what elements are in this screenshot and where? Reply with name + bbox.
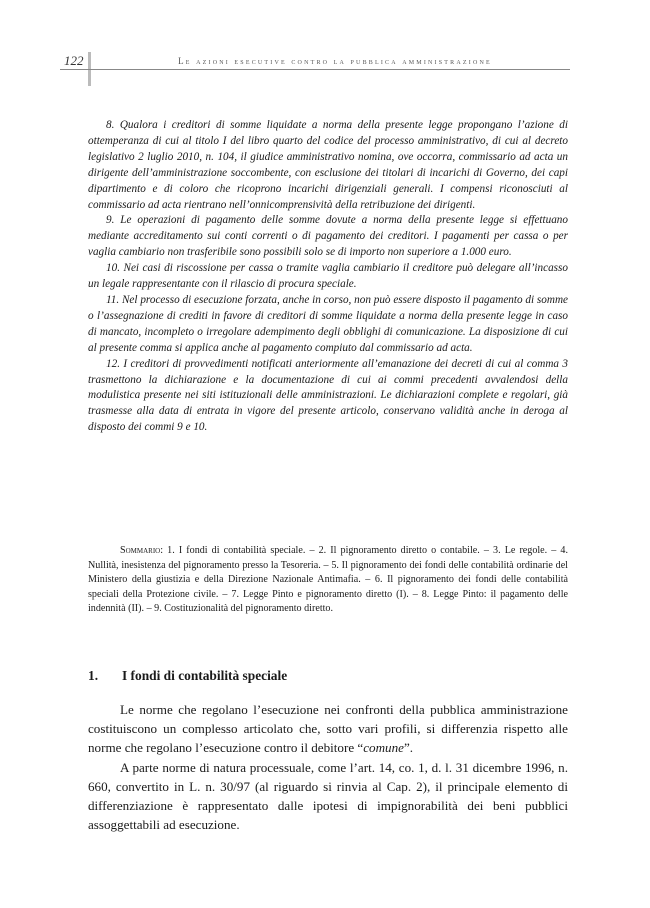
body-text bbox=[88, 700, 568, 834]
body-paragraph-1 bbox=[88, 700, 568, 758]
body-p1-start: Le norme che regolano l’esecuzione nei confronti della pubblica amministrazione costituiscono un complesso articolato che, sotto vari profili, si differenzia rispetto alle norme che regolano l’esecuzione contro il debitore “ bbox=[88, 702, 568, 756]
page-header bbox=[60, 52, 570, 70]
chapter-summary bbox=[88, 544, 568, 617]
body-paragraph-2: A parte norme di natura processuale, come l’art. 14, co. 1, d. l. 31 dicembre 1996, n. 660, convertito in L. n. 30/97 (al riguardo si rinvia al Cap. 2), il principale elemento di differenziazione è rappresentato dalle ipotesi di impignorabilità dei beni pubblici assoggettabili ad esecuzione. bbox=[88, 759, 568, 833]
section-heading bbox=[88, 668, 568, 684]
statute-paragraph-10: 10. Nei casi di riscossione per cassa o tramite vaglia cambiario il creditore può delegare all’incasso un legale rappresentante con il rilascio di procura speciale. bbox=[88, 262, 568, 291]
body-p1-end: ”. bbox=[403, 740, 414, 756]
header-rule bbox=[60, 69, 570, 70]
statute-paragraph-8: 8. Qualora i creditori di somme liquidate a norma della presente legge propongano l’azione di ottemperanza di cui al titolo I del libro quarto del codice del processo amministrativo, di cui al decreto legislativo 2 luglio 2010, n. 104, il giudice amministrativo nomina, ove occorra, commissario ad acta un dirigente dell’amministrazione soccombente, con esclusione dei titolari di incarichi di Governo, dei capi dipartimento e di coloro che ricoprono incarichi dirigenziali generali. I compensi riconosciuti al commissario ad acta rientrano nell’onnicomprensività della retribuzione dei dirigenti. bbox=[88, 119, 568, 211]
body-p1-emphasis: comune bbox=[363, 740, 404, 756]
summary-text: 1. I fondi di contabilità speciale. – 2. Il pignoramento diretto o contabile. – 3. Le regole. – 4. Nullità, inesistenza del pignoramento presso la Tesoreria. – 5. Il pignoramento dei fondi delle contabilità ordinarie del Ministero della giustizia e della Direzione Nazionale Antimafia. – 6. Il pignoramento dei fondi delle contabilità speciali della Protezione civile. – 7. Legge Pinto e pignoramento diretto (I). – 8. Legge Pinto: il pagamento delle indennità (II). – 9. Costituzionalità del pignoramento diretto. bbox=[88, 545, 568, 615]
statute-paragraph-11: 11. Nel processo di esecuzione forzata, anche in corso, non può essere disposto il pagamento di somme o l’assegnazione di crediti in favore di creditori di somme liquidate a norma della presente legge in caso di mancato, incompleto o irregolare adempimento degli obblighi di comunicazione. La disposizione di cui al presente comma si applica anche al pagamento compiuto dal commissario ad acta. bbox=[88, 293, 568, 354]
statute-excerpt bbox=[88, 118, 568, 436]
page-number: 122 bbox=[64, 53, 84, 68]
summary-lead: Sommario: bbox=[120, 545, 164, 556]
summary-paragraph bbox=[88, 544, 568, 617]
section-number: 1. bbox=[88, 668, 99, 683]
statute-paragraph-12: 12. I creditori di provvedimenti notificati anteriormente all’emanazione dei decreti di cui al comma 3 trasmettono la dichiarazione e la documentazione di cui ai commi precedenti avvalendosi della modulistica presente nei siti istituzionali delle amministrazioni. Le dichiarazioni complete e regolari, già trasmesse alla data di entrata in vigore del presente articolo, conservano validità anche in deroga al disposto dei commi 9 e 10. bbox=[88, 357, 568, 434]
statute-paragraph-9: 9. Le operazioni di pagamento delle somme dovute a norma della presente legge si effettuano mediante accreditamento sui conti correnti o di pagamento dei creditori. I pagamenti per cassa o per vaglia cambiario non trasferibile sono possibili solo se di importo non superiore a 1.000 euro. bbox=[88, 214, 568, 259]
section-title: I fondi di contabilità speciale bbox=[122, 668, 288, 683]
running-title: le azioni esecutive contro la pubblica amministrazione bbox=[178, 56, 492, 66]
